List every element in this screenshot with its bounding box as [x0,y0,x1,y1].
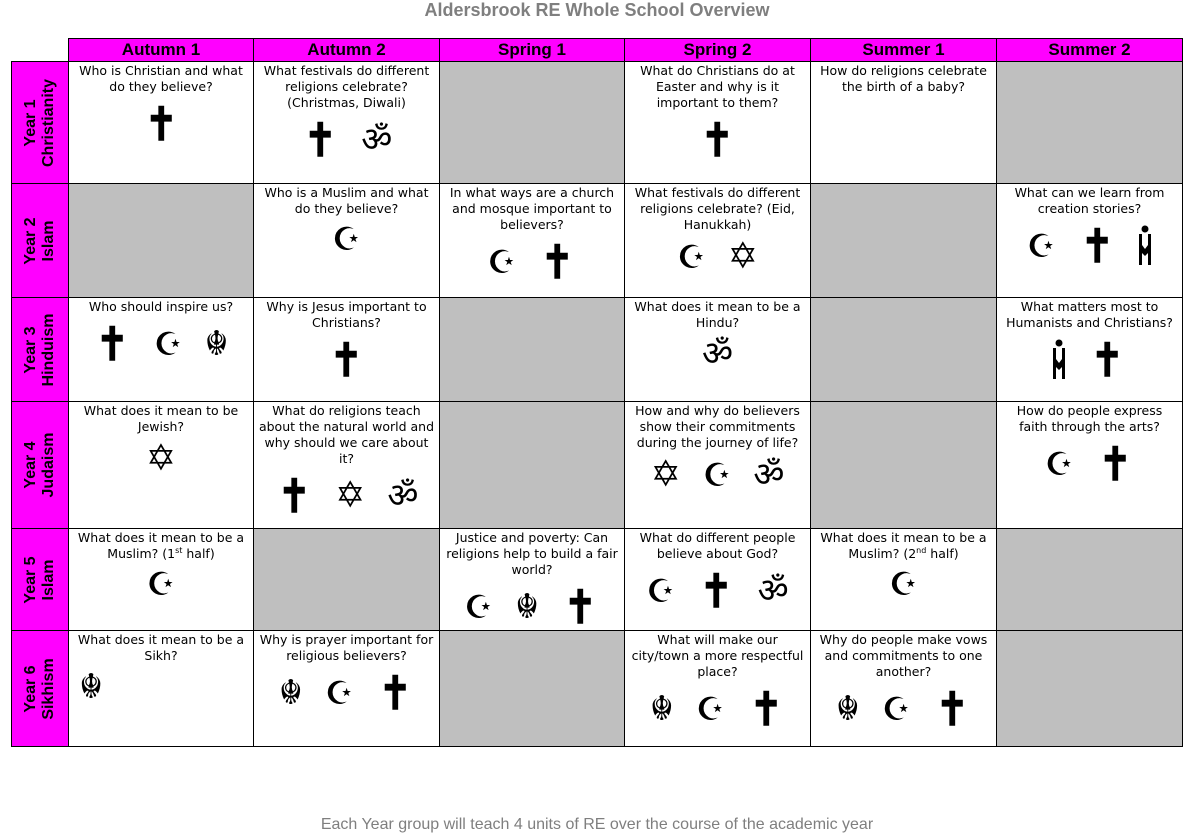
row-label [22,556,58,603]
crescent-star-icon: ☪ [702,456,732,494]
empty-cell [440,62,625,184]
cross-icon: ✝ [378,666,412,720]
focus-label: Christianity [40,78,57,167]
question-text-tail: half) [926,546,959,561]
empty-cell [440,402,625,529]
crescent-star-icon: ☪ [487,243,517,281]
overview-table [11,38,1183,747]
unit-question [69,62,253,95]
row-header [12,184,69,298]
column-header-summer-2: Summer 2 [997,39,1183,62]
unit-cell [254,184,440,298]
unit-question [625,62,810,111]
unit-question [69,529,253,562]
question-text: Who is a Muslim and what do they believe? [264,185,429,216]
unit-question [997,402,1182,435]
column-header-autumn-2: Autumn 2 [254,39,440,62]
religion-icons [811,682,996,736]
question-text: Who is Christian and what do they believe? [79,63,243,94]
question-text: What festivals do different religions celebrate? (Christmas, Diwali) [263,63,430,110]
unit-question [625,631,810,680]
focus-label: Sikhism [40,657,57,720]
row-label [22,78,58,166]
unit-question [69,631,253,664]
religion-icons [254,333,439,387]
empty-cell [440,631,625,747]
year-label: Year 5 [22,555,39,604]
table-row [12,298,1183,402]
cross-icon: ✝ [1098,437,1132,491]
unit-cell [254,631,440,747]
unit-question [440,529,624,578]
column-header-summer-1: Summer 1 [811,39,997,62]
unit-cell [440,184,625,298]
crescent-star-icon: ☪ [1026,227,1056,265]
question-text: Why is Jesus important to Christians? [266,299,427,330]
unit-cell [254,62,440,184]
unit-question [997,184,1182,217]
star-of-david-icon: ✡ [650,454,681,495]
crescent-star-icon: ☪ [889,565,918,603]
cross-icon: ✝ [540,235,574,289]
crescent-star-icon: ☪ [1044,445,1074,483]
religion-icons [625,236,810,277]
unit-cell [811,62,997,184]
question-text-tail: half) [182,546,215,561]
religion-icons [440,580,624,631]
row-header [12,402,69,529]
khanda-icon: ☬ [835,689,860,729]
row-header [12,631,69,747]
row-label [22,658,58,719]
religion-icons [997,219,1182,273]
empty-cell [811,402,997,529]
religion-icons [625,334,810,374]
crescent-star-icon: ☪ [646,572,676,610]
crescent-star-icon: ☪ [881,690,911,728]
question-text: In what ways are a church and mosque important to believers? [449,185,615,232]
question-text: What do Christians do at Easter and why is it important to them? [640,63,795,110]
unit-question [254,298,439,331]
unit-cell [254,298,440,402]
question-text: How do religions celebrate the birth of a baby? [820,63,987,94]
question-text: How do people express faith through the arts? [1016,403,1163,434]
religion-icons [254,469,439,523]
religion-icons [254,113,439,167]
unit-question [254,184,439,217]
crescent-star-icon: ☪ [695,690,725,728]
religion-icons [440,235,624,289]
question-text: Why is prayer important for religious believers? [259,632,434,663]
focus-label: Islam [40,559,57,600]
khanda-icon: ☬ [204,324,229,364]
cross-icon: ✝ [1091,333,1124,387]
table-row [12,631,1183,747]
religion-icons [625,682,810,736]
row-label [22,433,58,498]
unit-cell [811,631,997,747]
om-icon: ॐ [387,476,419,516]
ordinal-suffix: nd [916,545,927,555]
empty-cell [811,298,997,402]
year-label: Year 4 [22,441,39,489]
religion-icons [997,437,1182,491]
humanist-icon [1138,225,1152,268]
cross-icon: ✝ [701,113,734,167]
unit-cell [69,631,254,747]
religion-icons [811,565,996,603]
unit-cell [625,529,811,631]
crescent-star-icon: ☪ [464,588,493,626]
table-row [12,184,1183,298]
unit-question [69,402,253,435]
empty-cell [811,184,997,298]
unit-question [625,402,810,451]
table-row [12,402,1183,529]
question-text: What can we learn from creation stories? [1014,185,1165,216]
khanda-icon: ☬ [278,673,303,713]
year-label: Year 2 [22,216,39,265]
religion-icons [69,667,253,707]
star-of-david-icon: ✡ [727,236,758,277]
question-text: What does it mean to be a Muslim? (2 [820,530,987,561]
religion-icons [69,438,253,479]
cross-icon: ✝ [564,580,597,631]
crescent-star-icon: ☪ [677,238,706,276]
empty-cell [997,631,1183,747]
row-header [12,298,69,402]
cross-icon: ✝ [1080,219,1114,273]
om-icon: ॐ [753,455,785,495]
unit-cell [625,184,811,298]
question-text: What does it mean to be a Sikh? [77,632,245,663]
question-text: Why do people make vows and commitments to one another? [819,632,988,679]
unit-question [625,298,810,331]
cross-icon: ✝ [96,317,129,371]
empty-cell [254,529,440,631]
row-label [22,217,58,264]
unit-cell [69,62,254,184]
unit-cell [997,402,1183,529]
religion-icons [69,317,253,371]
empty-cell [997,529,1183,631]
om-icon: ॐ [361,120,393,160]
column-header-autumn-1: Autumn 1 [69,39,254,62]
crescent-star-icon: ☪ [153,325,183,363]
cross-icon: ✝ [330,333,363,387]
star-of-david-icon: ✡ [335,475,366,516]
unit-cell [997,298,1183,402]
unit-question [440,184,624,233]
religion-icons [625,564,810,618]
humanist-icon [1052,339,1066,382]
unit-cell [254,402,440,529]
question-text: What festivals do different religions celebrate? (Eid, Hanukkah) [634,185,801,232]
empty-cell [440,298,625,402]
unit-question [625,529,810,562]
page-title: Aldersbrook RE Whole School Overview [424,0,770,20]
khanda-icon: ☬ [649,689,674,729]
column-header-spring-2: Spring 2 [625,39,811,62]
question-text: What will make our city/town a more respectful place? [631,632,804,679]
unit-cell [69,298,254,402]
crescent-star-icon: ☪ [146,565,176,603]
footer-note: Each Year group will teach 4 units of RE over the course of the academic year [320,816,874,833]
cross-icon: ✝ [749,682,783,736]
year-label: Year 1 [22,98,39,147]
unit-cell [625,402,811,529]
religion-icons [69,97,253,151]
unit-question [811,62,996,95]
unit-question [997,298,1182,331]
religion-icons [625,113,810,167]
om-icon: ॐ [757,571,789,611]
unit-question [254,62,439,111]
unit-question [625,184,810,233]
religion-icons [254,220,439,258]
star-of-david-icon: ✡ [145,438,177,479]
ordinal-suffix: st [175,545,183,555]
unit-cell [997,184,1183,298]
religion-icons [69,565,253,603]
crescent-star-icon: ☪ [332,220,361,258]
empty-cell [69,184,254,298]
question-text: What matters most to Humanists and Christians? [1006,299,1173,330]
religion-icons [254,666,439,720]
cross-icon: ✝ [277,469,311,523]
khanda-icon: ☬ [79,667,104,707]
question-text: Who should inspire us? [88,299,234,314]
unit-cell [69,529,254,631]
question-text: How and why do believers show their commitments during the journey of life? [635,403,800,450]
row-label [22,313,58,386]
focus-label: Hinduism [40,313,57,386]
unit-question [254,631,439,664]
om-icon: ॐ [701,334,733,374]
cross-icon: ✝ [699,564,733,618]
row-header [12,529,69,631]
empty-cell [997,62,1183,184]
unit-question [254,402,439,467]
column-header-spring-1: Spring 1 [440,39,625,62]
unit-cell [811,529,997,631]
table-row [12,62,1183,184]
question-text: What do different people believe about God? [639,530,796,561]
unit-cell [625,62,811,184]
religion-icons [625,454,810,495]
unit-cell [69,402,254,529]
question-text: What does it mean to be a Muslim? (1 [77,530,245,561]
religion-icons [997,333,1182,387]
unit-question [811,529,996,562]
table-corner [12,39,69,62]
focus-label: Islam [40,220,57,261]
cross-icon: ✝ [303,113,337,167]
year-label: Year 6 [22,664,39,713]
question-text: Justice and poverty: Can religions help to build a fair world? [446,530,618,577]
unit-cell [440,529,625,631]
cross-icon: ✝ [935,682,969,736]
unit-cell [625,631,811,747]
focus-label: Judaism [40,432,57,498]
year-label: Year 3 [22,325,39,374]
unit-question [811,631,996,680]
question-text: What does it mean to be a Hindu? [634,299,801,330]
table-row [12,529,1183,631]
khanda-icon: ☬ [514,587,540,627]
cross-icon: ✝ [144,97,178,151]
question-text: What does it mean to be Jewish? [83,403,239,434]
question-text: What do religions teach about the natural world and why should we care about it? [258,403,435,466]
unit-cell [625,298,811,402]
header-row [12,39,1183,62]
row-header [12,62,69,184]
crescent-star-icon: ☪ [324,674,354,712]
unit-question [69,298,253,315]
